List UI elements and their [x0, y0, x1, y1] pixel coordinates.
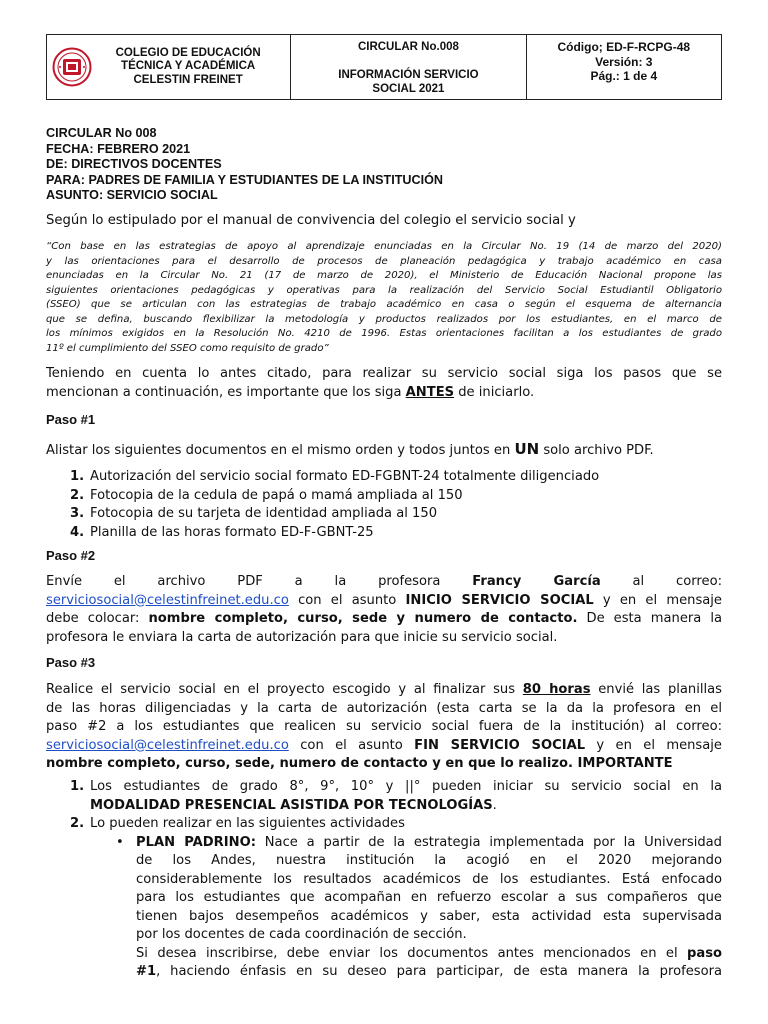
text-run: Nace a partir de la estrategia implementada por la Universidad: [255, 834, 722, 850]
paso2-line: [46, 592, 722, 611]
page-number: Pág.: 1 de 4: [590, 69, 658, 83]
intro-paragraph: Según lo estipulado por el manual de convivencia del colegio el servicio social y: [46, 213, 576, 228]
teniendo-line: Teniendo en cuenta lo antes citado, para realizar su servicio social siga los pasos que se: [46, 366, 722, 381]
paso2-line: profesora le enviara la carta de autorización para que inicie su servicio social.: [46, 629, 558, 645]
teniendo-paragraph: [46, 365, 722, 402]
paso2-title: Paso #2: [46, 548, 96, 563]
list-item: [46, 524, 722, 543]
text-run: debe colocar:: [46, 611, 149, 626]
modality-text: MODALIDAD PRESENCIAL ASISTIDA POR TECNOLOGÍAS: [90, 797, 493, 813]
quote-line: que se defina, buscando flexibilizar la metodología y productos realizados por los estudiantes, en el marco de: [46, 313, 722, 325]
list-item: [46, 815, 722, 834]
paso-reference: paso: [687, 945, 722, 961]
un-emphasis: UN: [514, 440, 540, 458]
document-header: [46, 34, 722, 100]
circular-title-line: INFORMACIÓN SERVICIO: [338, 69, 479, 81]
quote-line: los mínimos exigidos en la Resolución No. 4210 de 1996. Estas orientaciones facilitan a los estudiantes de grado: [46, 328, 722, 339]
circular-title: [291, 68, 525, 96]
text-run: Envíe el archivo PDF a la profesora: [46, 574, 473, 589]
circular-cell: [291, 35, 526, 99]
school-name: [92, 47, 290, 88]
paso2-line: [46, 573, 722, 592]
list-text: Planilla de las horas formato ED-F-GBNT-25: [90, 524, 374, 540]
quote-line: (SSEO) que se articulan con las estrategias de trabajo académico en casa o según el esquema de alternancia: [46, 299, 722, 310]
heading-para: PARA: PADRES DE FAMILIA Y ESTUDIANTES DE LA INSTITUCIÓN: [46, 172, 443, 187]
paso1-text: [46, 440, 722, 461]
heading-de: DE: DIRECTIVOS DOCENTES: [46, 157, 222, 171]
quote-line: “Con base en las estrategias de apoyo al aprendizaje enunciadas en la Circular No. 19 (14 de marzo del 2020): [46, 241, 722, 252]
list-text: Lo pueden realizar en las siguientes actividades: [90, 816, 405, 831]
plan-line: [136, 945, 722, 964]
paso2-line: [46, 610, 722, 629]
text-run: Alistar los siguientes documentos en el mismo orden y todos juntos en: [46, 443, 515, 458]
text-run: de iniciarlo.: [454, 384, 535, 400]
school-logo-icon: [52, 47, 92, 87]
paso3-paragraph: [46, 681, 722, 774]
school-name-line: TÉCNICA Y ACADÉMICA: [121, 60, 256, 73]
text-run: con el asunto: [288, 592, 406, 608]
list-item: [46, 778, 722, 815]
text-run: Si desea inscribirse, debe enviar los documentos antes mencionados en el: [136, 945, 687, 961]
text-run: y en el mensaje: [585, 737, 722, 753]
bullet-item: [46, 834, 722, 982]
subject-text: FIN SERVICIO SOCIAL: [414, 737, 586, 753]
list-number: 1.: [70, 469, 85, 484]
plan-line: [136, 963, 722, 982]
paso3-line: paso #2 a los estudiantes que realicen su servicio social fuera de la institución) al correo:: [46, 719, 722, 734]
plan-line: tienen bajos desempeños académicos y saber, esta actividad esta supervisada: [136, 908, 722, 924]
list-number: 1.: [70, 779, 85, 794]
quote-block: [46, 240, 722, 356]
plan-line: [136, 834, 722, 853]
school-name-line: CELESTIN FREINET: [133, 73, 243, 86]
paso3-title: Paso #3: [46, 655, 96, 670]
paso2-paragraph: [46, 573, 722, 647]
paso3-line: [46, 737, 722, 756]
plan-line: por los docentes de cada coordinación de sección.: [136, 927, 467, 942]
paso3-line: de las horas diligenciadas y la carta de autorización (esta carta se la da la profesora en el: [46, 700, 722, 716]
list-text: Fotocopia de su tarjeta de identidad ampliada al 150: [90, 506, 438, 521]
list-text: Los estudiantes de grado 8°, 9°, 10° y ||° pueden iniciar su servicio social en la: [90, 779, 722, 794]
quote-line: y las orientaciones para el desarrollo de procesos de planeación pedagógica y trabajo académico en casa: [46, 255, 722, 267]
quote-line: enunciadas en la Circular No. 21 (17 de marzo de 2020), el Ministerio de Educación Nacional propone las: [46, 270, 722, 281]
list-item: [46, 505, 722, 524]
document-code: Código; ED-F-RCPG-48: [557, 40, 691, 54]
text-run: mencionan a continuación, es importante que los siga: [46, 384, 406, 400]
circular-title-line: SOCIAL 2021: [372, 83, 445, 95]
heading-fecha: FECHA: FEBRERO 2021: [46, 141, 191, 156]
email-link[interactable]: serviciosocial@celestinfreinet.edu.co: [46, 737, 289, 753]
text-run: solo archivo PDF.: [539, 443, 654, 458]
text-run: .: [492, 797, 497, 813]
text-run: Realice el servicio social en el proyecto escogido y al finalizar sus: [46, 682, 523, 697]
list-number: 3.: [70, 506, 85, 521]
text-run: envié las planillas: [590, 682, 722, 697]
list-text: [90, 797, 722, 816]
list-item: [46, 487, 722, 506]
paso3-line: nombre completo, curso, sede, numero de contacto y en que lo realizo. IMPORTANTE: [46, 756, 673, 771]
text-run: y en el mensaje: [593, 592, 722, 608]
subject-text: INICIO SERVICIO SOCIAL: [405, 592, 594, 608]
list-number: 2.: [70, 816, 85, 831]
list-text: Fotocopia de la cedula de papá o mamá ampliada al 150: [90, 487, 463, 503]
plan-line: considerablemente los resultados académicos de los estudiantes. Está enfocado: [136, 871, 722, 887]
paso3-list: [46, 778, 722, 982]
text-run: al correo:: [600, 574, 722, 589]
list-item: [46, 468, 722, 487]
code-cell: [527, 40, 721, 99]
antes-emphasis: ANTES: [405, 384, 455, 400]
school-cell: [47, 35, 291, 99]
quote-line: siguientes orientaciones pedagógicas y operativas para la realización del Servicio Social Estudiantil Obligatorio: [46, 284, 722, 296]
text-run: con el asunto: [288, 737, 415, 753]
paso3-line: [46, 681, 722, 700]
text-run: , haciendo énfasis en su deseo para participar, de esta manera la profesora: [156, 964, 722, 979]
list-text: Autorización del servicio social formato ED-FGBNT-24 totalmente diligenciado: [90, 469, 600, 484]
list-number: 4.: [70, 524, 85, 540]
circular-heading: [46, 126, 722, 204]
plan-line: para los estudiantes que acompañan en refuerzo escolar a sus compañeros que: [136, 890, 722, 905]
document-version: Versión: 3: [595, 54, 653, 69]
list-number: 2.: [70, 487, 85, 503]
paso1-title: Paso #1: [46, 412, 96, 427]
heading-circular: CIRCULAR No 008: [46, 126, 157, 140]
heading-asunto: ASUNTO: SERVICIO SOCIAL: [46, 188, 218, 202]
plan-line: de los Andes, nuestra institución la acogió en el 2020 mejorando: [136, 853, 722, 868]
plan-title: PLAN PADRINO:: [136, 834, 256, 850]
text-run: De esta manera la: [577, 611, 722, 626]
teacher-name: Francy García: [472, 574, 601, 589]
bullet-icon: •: [116, 834, 124, 850]
required-fields: nombre completo, curso, sede y numero de contacto.: [148, 611, 578, 626]
hours-emphasis: 80 horas: [522, 682, 591, 697]
quote-line: 11º el cumplimiento del SSEO como requisito de grado”: [46, 342, 329, 354]
paso1-list: [46, 468, 722, 542]
paso-reference: #1: [136, 964, 157, 979]
circular-label: CIRCULAR No.008: [357, 41, 459, 53]
teniendo-line: [46, 384, 722, 403]
school-name-line: COLEGIO DE EDUCACIÓN: [115, 46, 261, 59]
email-link[interactable]: serviciosocial@celestinfreinet.edu.co: [46, 592, 289, 608]
